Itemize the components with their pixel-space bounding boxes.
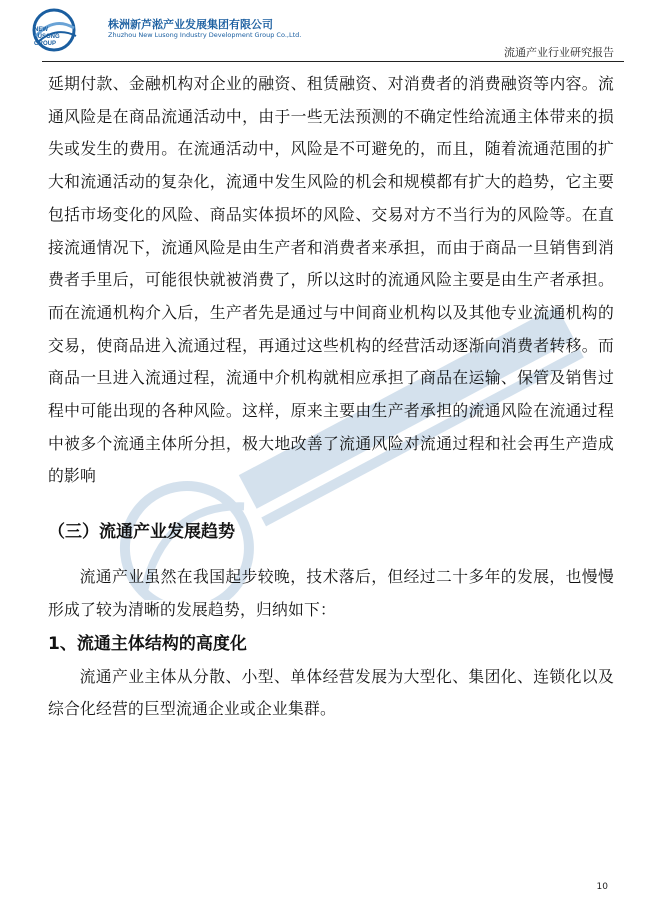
document-body — [48, 68, 614, 726]
svg-text:NEW: NEW — [34, 27, 48, 33]
company-name-en: Zhuzhou New Lusong Industry Development Group Co.,Ltd. — [108, 31, 302, 39]
paragraph-trends-intro: 流通产业虽然在我国起步较晚，技术落后，但经过二十多年的发展，也慢慢形成了较为清晰的发展趋势，归纳如下： — [48, 567, 614, 619]
paragraph-structure: 流通产业主体从分散、小型、单体经营发展为大型化、集团化、连锁化以及综合化经营的巨型流通企业或企业集群。 — [48, 666, 614, 719]
subheading-structure: 1、流通主体结构的高度化 — [48, 633, 247, 654]
company-logo-icon — [30, 6, 110, 54]
company-name-cn: 株洲新芦淞产业发展集团有限公司 — [108, 18, 273, 31]
svg-text:GROUP: GROUP — [34, 41, 57, 47]
header-divider — [42, 61, 624, 62]
svg-text:LUSONG: LUSONG — [34, 34, 60, 40]
paragraph-circulation-risk: 延期付款、金融机构对企业的融资、租赁融资、对消费者的消费融资等内容。流通风险是在商品流通活动中，由于一些无法预测的不确定性给流通主体带来的损失或发生的费用。在流通活动中，风险是不可避免的，而且，随着流通范围的扩大和流通活动的复杂化，流通中发生风险的机会和规模都有扩大的趋势，它主要包括市场变化的风险、商品实体损坏的风险、交易对方不当行为的风险等。在直接流通情况下，流通风险是由生产者和消费者来承担，而由于商品一旦销售到消费者手里后，可能很快就被消费了，所以这时的流通风险主要是由生产者承担。而在流通机构介入后，生产者先是通过与中间商业机构以及其他专业流通机构的交易，使商品进入流通过程，再通过这些机构的经营活动逐渐向消费者转移。而商品一旦进入流通过程，流通中介机构就相应承担了商品在运输、保管及销售过程中可能出现的各种风险。这样，原来主要由生产者承担的流通风险在流通过程中被多个流通主体所分担，极大地改善了流通风险对流通过程和社会再生产造成的影响 — [48, 74, 614, 486]
section-heading-trends: （三）流通产业发展趋势 — [48, 522, 235, 543]
page-number: 10 — [596, 882, 608, 892]
report-title: 流通产业行业研究报告 — [504, 46, 614, 59]
page-header — [0, 0, 660, 64]
